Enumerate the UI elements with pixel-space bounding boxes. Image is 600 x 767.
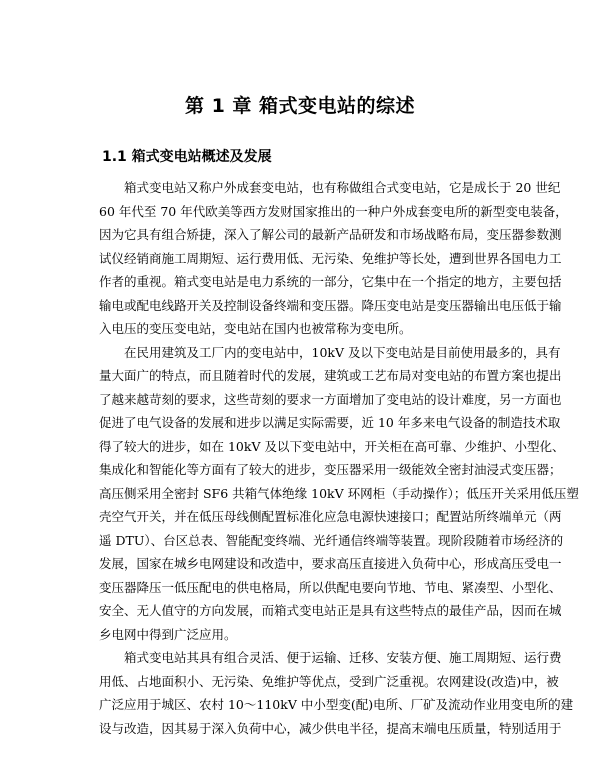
text-line: 箱式变电站又称户外成套变电站，也有称做组合式变电站，它是成长于 20 世纪: [124, 180, 561, 195]
text-line: 安全、无人值守的方向发展，而箱式变电站正是具有这些特点的最佳产品，因而在城: [99, 603, 562, 618]
paragraph-2: [99, 341, 579, 647]
text-line: 乡电网中得到广泛应用。: [99, 626, 237, 642]
text-line: 试仪经销商施工周期短、运行费用低、无污染、免维护等长处，遭到世界各国电力工: [99, 250, 562, 266]
text-line: 高压侧采用全密封 SF6 共箱气体绝缘 10kV 环网柜（手动操作）；低压开关采用低压塑: [99, 485, 579, 501]
text-line: 了越来越苛刻的要求，这些苛刻的要求一方面增加了变电站的设计难度，另一方面也: [99, 391, 562, 407]
text-line: 用低、占地面积小、无污染、免维护等优点，受到广泛重视。农网建设(改造)中，被: [99, 673, 559, 689]
text-line: 促进了电气设备的发展和进步以满足实际需要，近 10 年多来电气设备的制造技术取: [99, 415, 561, 430]
text-line: 在民用建筑及工厂内的变电站中，10kV 及以下变电站是目前使用最多的，具有: [124, 344, 561, 360]
text-line: 箱式变电站其具有组合灵活、便于运输、迁移、安装方便、施工周期短、运行费: [124, 650, 562, 665]
text-line: 60 年代至 70 年代欧美等西方发财国家推出的一种户外成套变电所的新型变电装备，: [99, 203, 568, 219]
text-line: 作者的重视。箱式变电站是电力系统的一部分，它集中在一个指定的地方，主要包括: [99, 274, 562, 289]
text-line: 遥 DTU）、台区总表、智能配变终端、光纤通信终端等装置。现阶段随着市场经济的: [99, 532, 564, 548]
text-line: 因为它具有组合矫捷，深入了解公司的最新产品研发和市场战略布局，变压器参数测: [99, 227, 562, 242]
paragraph-1: [99, 176, 568, 341]
text-line: 变压器降压一低压配电的供电格局，所以供配电要向节地、节电、紧凑型、小型化、: [99, 579, 562, 595]
text-line: 入电压的变压变电站，变电站在国内也被常称为变电所。: [99, 321, 412, 336]
section-title: 1.1 箱式变电站概述及发展: [102, 149, 272, 165]
text-line: 广泛应用于城区、农村 10～110kV 中小型变(配)电所、厂矿及流动作业用变电所的建: [99, 697, 574, 712]
text-line: 壳空气开关，并在低压母线侧配置标准化应急电源快速接口；配置站所终端单元（两: [99, 509, 562, 524]
chapter-title: 第 1 章 箱式变电站的综述: [184, 95, 416, 117]
text-line: 得了较大的进步，如在 10kV 及以下变电站中，开关柜在高可靠、少维护、小型化、: [99, 438, 565, 454]
text-line: 量大面广的特点，而且随着时代的发展，建筑或工艺布局对变电站的布置方案也提出: [99, 368, 562, 383]
text-line: 发展，国家在城乡电网建设和改造中，要求高压直接进入负荷中心，形成高压受电一: [99, 556, 562, 571]
paragraph-3: [99, 646, 574, 740]
text-line: 输电或配电线路开关及控制设备终端和变压器。降压变电站是变压器输出电压低于输: [99, 297, 562, 313]
body-text: [99, 176, 579, 740]
text-line: 设与改造，因其易于深入负荷中心，减少供电半径，提高末端电压质量，特别适用于: [99, 720, 562, 736]
text-line: 集成化和智能化等方面有了较大的进步，变压器采用一级能效全密封油浸式变压器；: [99, 462, 562, 477]
